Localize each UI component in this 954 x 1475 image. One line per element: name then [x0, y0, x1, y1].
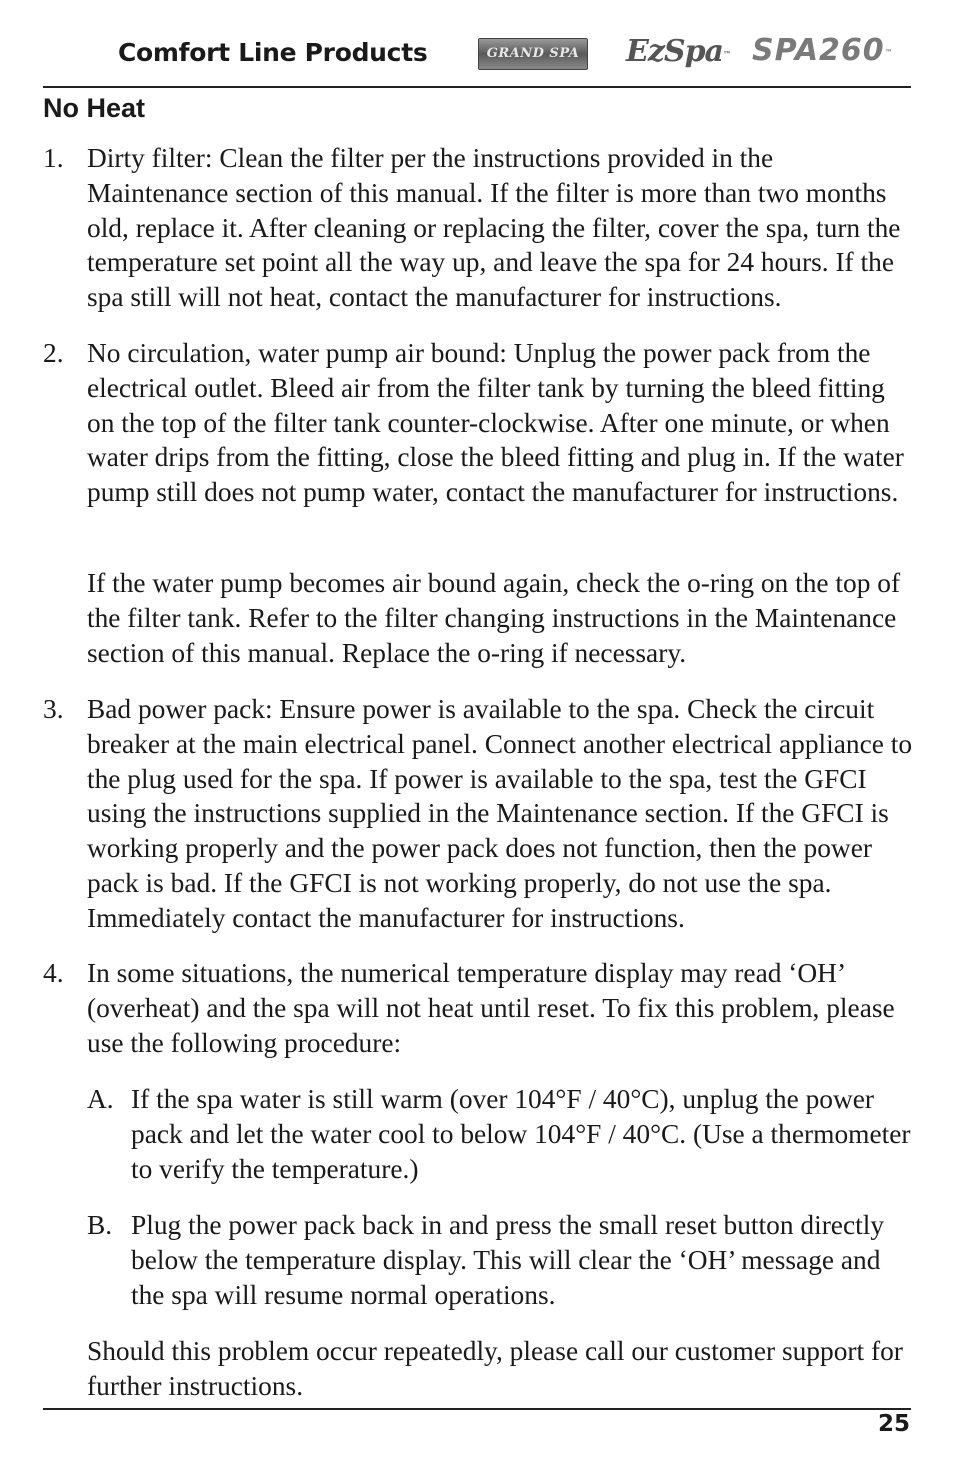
- spa260-logo: SPA260™: [752, 33, 894, 68]
- subitem-text: Plug the power pack back in and press the small reset button directly below the temperature display. This will clear the ‘OH’ message and the spa will resume normal operations.: [131, 1210, 885, 1310]
- item-text: In some situations, the numerical temperature display may read ‘OH’ (overheat) and the spa will not heat until reset. To fix this problem, please use the following procedure:: [87, 958, 895, 1058]
- ezspa-logo: EzSpa™: [626, 34, 730, 69]
- subitem-text: If the spa water is still warm (over 104°F / 40°C), unplug the power pack and let the water cool to below 104°F / 40°C. (Use a thermometer to verify the temperature.): [131, 1084, 911, 1184]
- subitem-letter: B.: [87, 1210, 113, 1240]
- item-number: 4.: [43, 958, 64, 988]
- footer-divider: [43, 1408, 911, 1410]
- subitem-letter: A.: [87, 1084, 114, 1114]
- closing-paragraph: Should this problem occur repeatedly, please call our customer support for further instructions.: [87, 1336, 903, 1401]
- item-text: Bad power pack: Ensure power is available to the spa. Check the circuit breaker at the main electrical panel. Connect another electrical appliance to the plug used for the spa. If power is available to the spa, test the GFCI using the instructions supplied in the Maintenance section. If the GFCI is working properly and the power pack does not function, then the power pack is bad. If the GFCI is not working properly, do not use the spa. Immediately contact the manufacturer for instructions.: [87, 694, 913, 933]
- grand-spa-logo: GRAND SPA: [478, 38, 588, 70]
- header-divider: [43, 86, 911, 88]
- section-title: No Heat: [43, 93, 146, 123]
- item-text: Dirty filter: Clean the filter per the instructions provided in the Maintenance section of this manual. If the filter is more than two months old, replace it. After cleaning or replacing the filter, cover the spa, turn the temperature set point all the way up, and leave the spa for 24 hours. If the spa still will not heat, contact the manufacturer for instructions.: [87, 143, 901, 313]
- header-title: Comfort Line Products: [118, 38, 428, 67]
- item-number: 1.: [43, 143, 64, 173]
- item-extra-paragraph: If the water pump becomes air bound again, check the o-ring on the top of the filter tank. Refer to the filter changing instructions in the Maintenance section of this manual. Replace the o-ring if necessary.: [87, 568, 901, 668]
- page-number: 25: [877, 1411, 910, 1437]
- item-number: 2.: [43, 338, 64, 368]
- item-text: No circulation, water pump air bound: Unplug the power pack from the electrical outlet. Bleed air from the filter tank by turning the bleed fitting on the top of the filter tank counter-clockwise. After one minute, or when water drips from the fitting, close the bleed fitting and plug in. If the water pump still does not pump water, contact the manufacturer for instructions.: [87, 338, 904, 508]
- item-number: 3.: [43, 694, 64, 724]
